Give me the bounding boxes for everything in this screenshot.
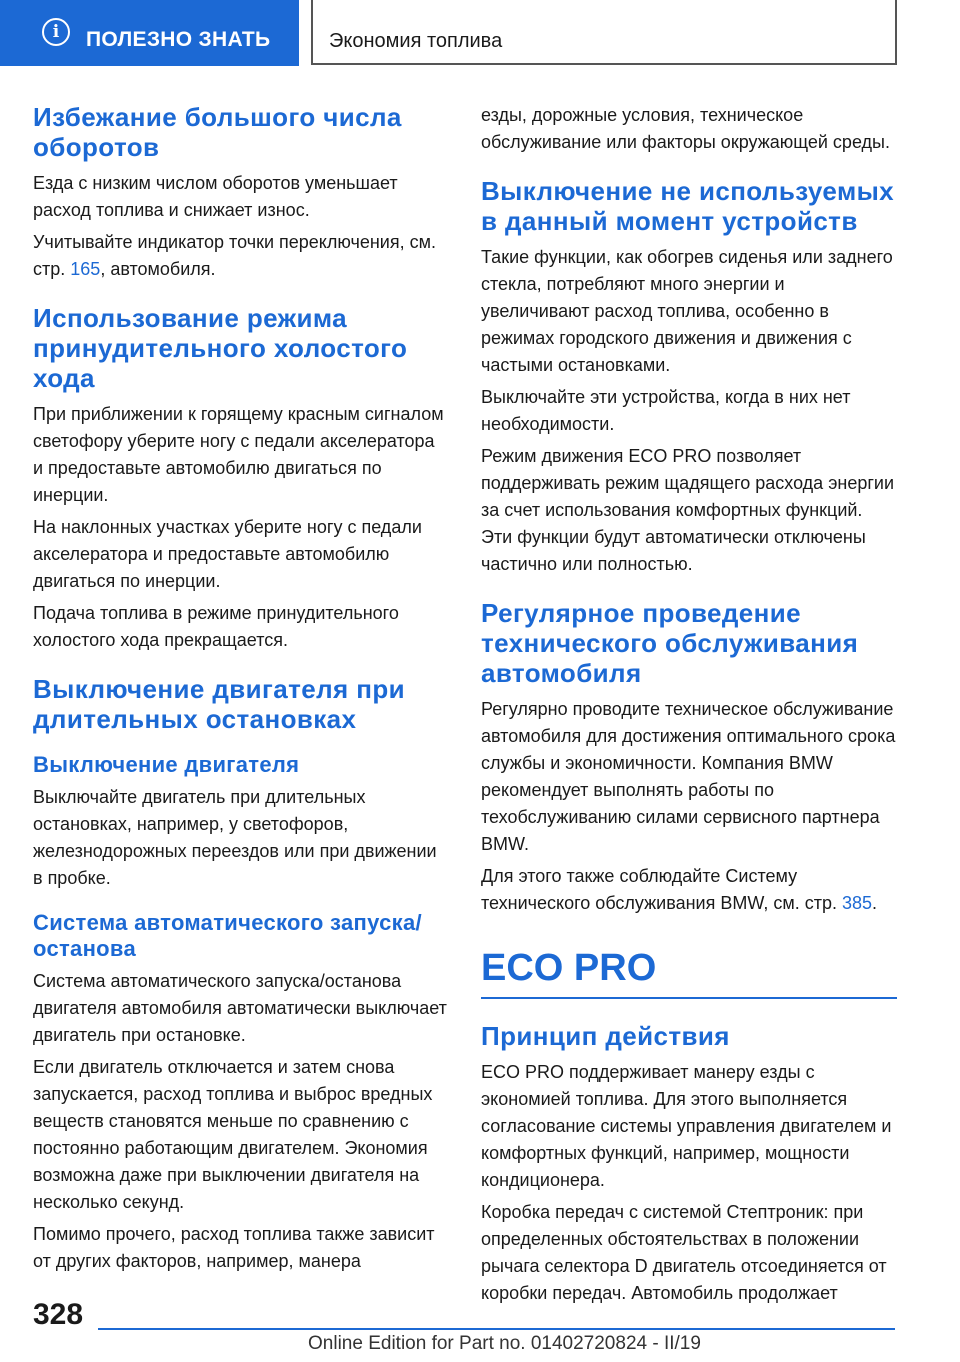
paragraph: Если двигатель отключается и затем снова запускается, расход топлива и выброс вредных веществ становятся меньше по сравнению с постоянно работающим двигателем. Экономия возможна даже при выключении двигателя на несколько секунд.	[33, 1057, 433, 1212]
heading-engine-off-stops: Выключение двигателя при длительных остановках	[33, 674, 406, 734]
text: .	[872, 893, 878, 913]
heading-switch-off-devices: Выключение не используемых в данный момент устройств	[481, 176, 895, 236]
heading-avoid-high-rpm: Избежание большого числа оборотов	[33, 102, 402, 162]
heading-coasting: Использование режима принудительного холостого хода	[33, 303, 408, 393]
paragraph-service-system	[481, 863, 897, 917]
paragraph: ECO PRO поддерживает манеру езды с экономией топлива. Для этого выполняется согласование системы управления двигателем и комфортных функций, например, мощности кондиционера.	[481, 1062, 892, 1190]
text: , автомобиля.	[100, 259, 216, 279]
heading-principle: Принцип действия	[481, 1021, 730, 1051]
section-title: Экономия топлива	[329, 30, 503, 52]
paragraph: При приближении к горящему красным сигналом светофору уберите ногу с педали акселератора и предоставьте автомобилю двигаться по инерции.	[33, 404, 444, 505]
paragraph: Подача топлива в режиме принудительного холостого хода прекращается.	[33, 603, 399, 650]
subheading-auto-start-stop: Система автоматического запуска/останова	[33, 910, 422, 961]
paragraph: Система автоматического запуска/останова двигателя автомобиля автоматически выключает двигатель при остановке.	[33, 971, 447, 1045]
heading-regular-service: Регулярное проведение технического обслуживания автомобиля	[481, 598, 859, 688]
page-number: 328	[33, 1298, 84, 1331]
header-section-box	[311, 0, 897, 65]
text: Для этого также соблюдайте Систему технического обслуживания BMW, см. стр.	[481, 866, 842, 913]
paragraph: Режим движения ECO PRO позволяет поддерживать режим щадящего расхода энергии за счет использования комфортных функций. Эти функции будут автоматически отключены частично или полностью.	[481, 446, 895, 574]
page-link-385[interactable]: 385	[841, 893, 873, 913]
right-column	[481, 102, 897, 1312]
footer-divider	[98, 1328, 895, 1330]
header-tab	[0, 0, 299, 66]
paragraph-shift-indicator	[33, 229, 449, 283]
page-link-165[interactable]: 165	[70, 259, 101, 279]
info-icon: i	[42, 18, 70, 46]
subheading-engine-off: Выключение двигателя	[33, 752, 300, 777]
paragraph: Регулярно проводите техническое обслуживание автомобиля для достижения оптимального срока службы и экономичности. Компания BMW рекомендует выполнять работы по техобслуживанию силами сервисного партнера BMW.	[481, 699, 896, 854]
paragraph: езды, дорожные условия, техническое обслуживание или факторы окружающей среды.	[481, 105, 890, 152]
left-column	[33, 102, 449, 1280]
paragraph: Выключайте двигатель при длительных остановках, например, у светофоров, железнодорожных переездов или при движении в пробке.	[33, 787, 437, 888]
heading-eco-pro: ECO PRO	[481, 945, 897, 999]
paragraph: Помимо прочего, расход топлива также зависит от других факторов, например, манера	[33, 1224, 435, 1271]
header-tab-label: ПОЛЕЗНО ЗНАТЬ	[86, 28, 271, 51]
text: Учитывайте индикатор точки переключения, см. стр.	[33, 232, 436, 279]
paragraph: Коробка передач с системой Стептроник: при определенных обстоятельствах в положении рычага селектора D двигатель отсоединяется от коробки передач. Автомобиль продолжает	[481, 1202, 887, 1303]
paragraph: Такие функции, как обогрев сиденья или заднего стекла, потребляют много энергии и увеличивают расход топлива, особенно в режимах городского движения и движения с частыми остановками.	[481, 247, 893, 375]
footer-edition: Online Edition for Part no. 01402720824 - II/19	[308, 1333, 701, 1354]
paragraph: Выключайте эти устройства, когда в них нет необходимости.	[481, 387, 851, 434]
paragraph: На наклонных участках уберите ногу с педали акселератора и предоставьте автомобилю двигаться по инерции.	[33, 517, 422, 591]
paragraph: Езда с низким числом оборотов уменьшает расход топлива и снижает износ.	[33, 173, 398, 220]
